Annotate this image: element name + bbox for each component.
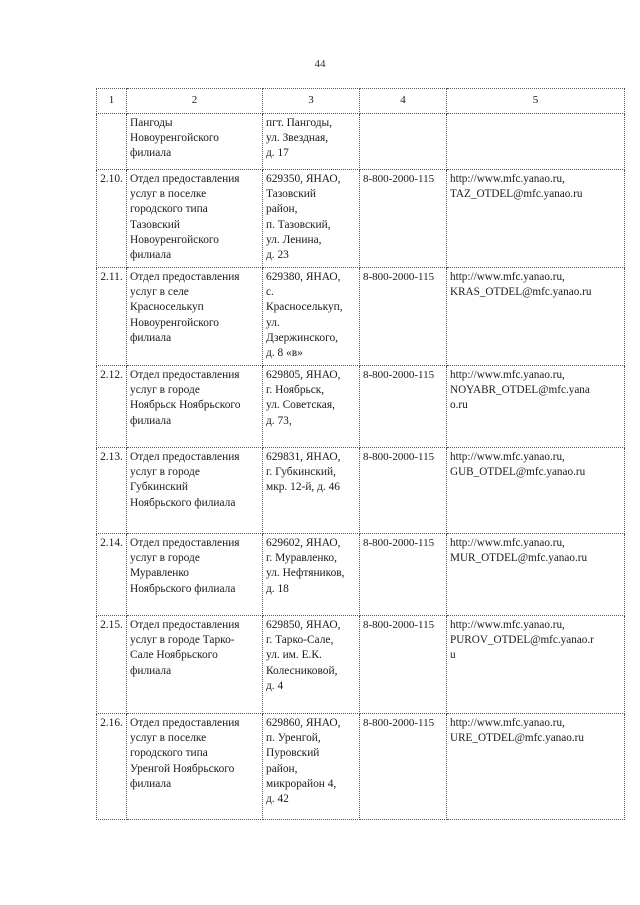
web-line: GUB_OTDEL@mfc.yanao.ru [450, 466, 586, 479]
address-line: 629380, ЯНАО, [266, 271, 341, 283]
address-line: ул. Советская, [266, 399, 335, 412]
office-name-line: Отдел предоставления [130, 173, 240, 185]
office-name-line: Отдел предоставления [130, 271, 240, 283]
office-name-line: Отдел предоставления [130, 537, 240, 549]
office-name-line: услуг в городе Тарко- [130, 634, 235, 647]
row-number: 2.12. [97, 366, 127, 448]
table-row [97, 366, 625, 448]
web-line: http://www.mfc.yanao.ru, [450, 717, 565, 729]
row-number [97, 114, 127, 170]
office-phone: 8-800-2000-115 [360, 170, 447, 268]
office-name-line: Отдел предоставления [130, 619, 240, 631]
office-name-line: филиала [130, 249, 172, 262]
address-line: 629850, ЯНАО, [266, 619, 341, 631]
office-phone: 8-800-2000-115 [360, 268, 447, 366]
office-name-line: Ноябрьского филиала [130, 582, 236, 595]
offices-table [96, 88, 625, 820]
address-line: ул. Звездная, [266, 132, 329, 145]
address-line: д. 17 [266, 147, 289, 160]
address-line: Пуровский [266, 747, 320, 760]
table-row [97, 714, 625, 820]
office-phone: 8-800-2000-115 [360, 616, 447, 714]
address-line: п. Уренгой, [266, 732, 321, 745]
address-line: мкр. 12-й, д. 46 [266, 481, 340, 494]
office-name-line: филиала [130, 777, 172, 790]
address-line: д. 42 [266, 793, 289, 806]
row-number: 2.10. [97, 170, 127, 268]
address-line: с. [266, 286, 274, 299]
office-web-email [447, 714, 625, 820]
office-name [127, 714, 263, 820]
address-line: д. 73, [266, 414, 292, 427]
office-phone: 8-800-2000-115 [360, 534, 447, 616]
web-line: http://www.mfc.yanao.ru, [450, 537, 565, 549]
office-address [263, 448, 360, 534]
column-header: 1 [97, 89, 127, 114]
office-name-line: Губкинский [130, 481, 188, 494]
office-name [127, 616, 263, 714]
address-line: г. Тарко-Сале, [266, 634, 334, 647]
row-number: 2.14. [97, 534, 127, 616]
row-number: 2.16. [97, 714, 127, 820]
address-line: 629602, ЯНАО, [266, 537, 341, 549]
office-name-line: Сале Ноябрьского [130, 649, 218, 662]
office-phone: 8-800-2000-115 [360, 714, 447, 820]
page-number: 44 [314, 58, 326, 70]
address-line: п. Тазовский, [266, 218, 331, 231]
office-name [127, 170, 263, 268]
table-row [97, 170, 625, 268]
office-name-line: городского типа [130, 747, 208, 760]
address-line: 629860, ЯНАО, [266, 717, 341, 729]
office-address [263, 114, 360, 170]
office-name-line: филиала [130, 414, 172, 427]
column-header: 2 [127, 89, 263, 114]
office-web-email [447, 114, 625, 170]
office-name [127, 114, 263, 170]
address-line: ул. Нефтяников, [266, 567, 345, 580]
web-line: http://www.mfc.yanao.ru, [450, 619, 565, 631]
address-line: ул. им. Е.К. [266, 649, 322, 662]
table-row [97, 616, 625, 714]
office-phone: 8-800-2000-115 [360, 366, 447, 448]
web-line: http://www.mfc.yanao.ru, [450, 369, 565, 381]
address-line: Красноселькуп, [266, 301, 343, 314]
address-line: д. 8 «в» [266, 347, 303, 360]
column-header: 3 [263, 89, 360, 114]
office-name-line: Муравленко [130, 567, 190, 580]
address-line: ул. Ленина, [266, 233, 322, 246]
address-line: 629831, ЯНАО, [266, 451, 341, 463]
office-name-line: Новоуренгойского [130, 132, 219, 145]
office-web-email [447, 534, 625, 616]
row-number: 2.13. [97, 448, 127, 534]
office-name-line: услуг в поселке [130, 732, 207, 745]
web-line: http://www.mfc.yanao.ru, [450, 271, 565, 283]
address-line: д. 18 [266, 582, 289, 595]
office-name-line: Уренгой Ноябрьского [130, 762, 235, 775]
address-line: Колесниковой, [266, 664, 338, 677]
office-phone: 8-800-2000-115 [360, 448, 447, 534]
office-name-line: услуг в поселке [130, 188, 207, 201]
office-name-line: Новоуренгойского [130, 233, 219, 246]
office-name-line: услуг в селе [130, 286, 189, 299]
address-line: д. 23 [266, 249, 289, 262]
address-line: район, [266, 762, 298, 775]
office-name-line: Ноябрьского филиала [130, 496, 236, 509]
web-line: http://www.mfc.yanao.ru, [450, 173, 565, 185]
office-address [263, 366, 360, 448]
office-name-line: Красноселькуп [130, 301, 204, 314]
row-number: 2.11. [97, 268, 127, 366]
office-name-line: Тазовский [130, 218, 180, 231]
office-name-line: Новоуренгойского [130, 316, 219, 329]
office-name-line: Ноябрьск Ноябрьского [130, 399, 241, 412]
office-name-line: филиала [130, 147, 172, 160]
web-line: TAZ_OTDEL@mfc.yanao.ru [450, 188, 583, 201]
table-row [97, 268, 625, 366]
web-line: o.ru [450, 399, 468, 412]
address-line: г. Ноябрьск, [266, 384, 325, 397]
web-line: KRAS_OTDEL@mfc.yanao.ru [450, 286, 592, 299]
office-name-line: филиала [130, 664, 172, 677]
office-name [127, 534, 263, 616]
table-row [97, 114, 625, 170]
address-line: ул. [266, 316, 280, 329]
office-name-line: услуг в городе [130, 384, 200, 397]
address-line: пгт. Пангоды, [266, 117, 333, 129]
web-line: PUROV_OTDEL@mfc.yanao.r [450, 634, 594, 647]
address-line: 629350, ЯНАО, [266, 173, 341, 185]
table-row [97, 448, 625, 534]
column-header: 4 [360, 89, 447, 114]
address-line: Дзержинского, [266, 331, 339, 344]
table-row [97, 534, 625, 616]
web-line: NOYABR_OTDEL@mfc.yana [450, 384, 590, 397]
web-line: MUR_OTDEL@mfc.yanao.ru [450, 552, 588, 565]
address-line: 629805, ЯНАО, [266, 369, 341, 381]
office-name-line: филиала [130, 331, 172, 344]
office-web-email [447, 268, 625, 366]
office-web-email [447, 170, 625, 268]
office-phone [360, 114, 447, 170]
office-name [127, 366, 263, 448]
office-web-email [447, 448, 625, 534]
office-address [263, 534, 360, 616]
office-name-line: Отдел предоставления [130, 451, 240, 463]
address-line: микрорайон 4, [266, 777, 337, 790]
column-header: 5 [447, 89, 625, 114]
address-line: район, [266, 203, 298, 216]
office-name-line: Отдел предоставления [130, 369, 240, 381]
office-name-line: услуг в городе [130, 552, 200, 565]
table-header-row [97, 89, 625, 114]
office-web-email [447, 616, 625, 714]
address-line: Тазовский [266, 188, 316, 201]
office-address [263, 170, 360, 268]
row-number: 2.15. [97, 616, 127, 714]
office-name-line: Отдел предоставления [130, 717, 240, 729]
office-name [127, 268, 263, 366]
office-name-line: услуг в городе [130, 466, 200, 479]
address-line: г. Муравленко, [266, 552, 337, 565]
web-line: URE_OTDEL@mfc.yanao.ru [450, 732, 584, 745]
office-web-email [447, 366, 625, 448]
office-name [127, 448, 263, 534]
office-address [263, 616, 360, 714]
office-name-line: Пангоды [130, 117, 173, 129]
office-address [263, 268, 360, 366]
office-name-line: городского типа [130, 203, 208, 216]
address-line: д. 4 [266, 679, 284, 692]
address-line: г. Губкинский, [266, 466, 336, 479]
web-line: u [450, 649, 456, 662]
office-address [263, 714, 360, 820]
web-line: http://www.mfc.yanao.ru, [450, 451, 565, 463]
